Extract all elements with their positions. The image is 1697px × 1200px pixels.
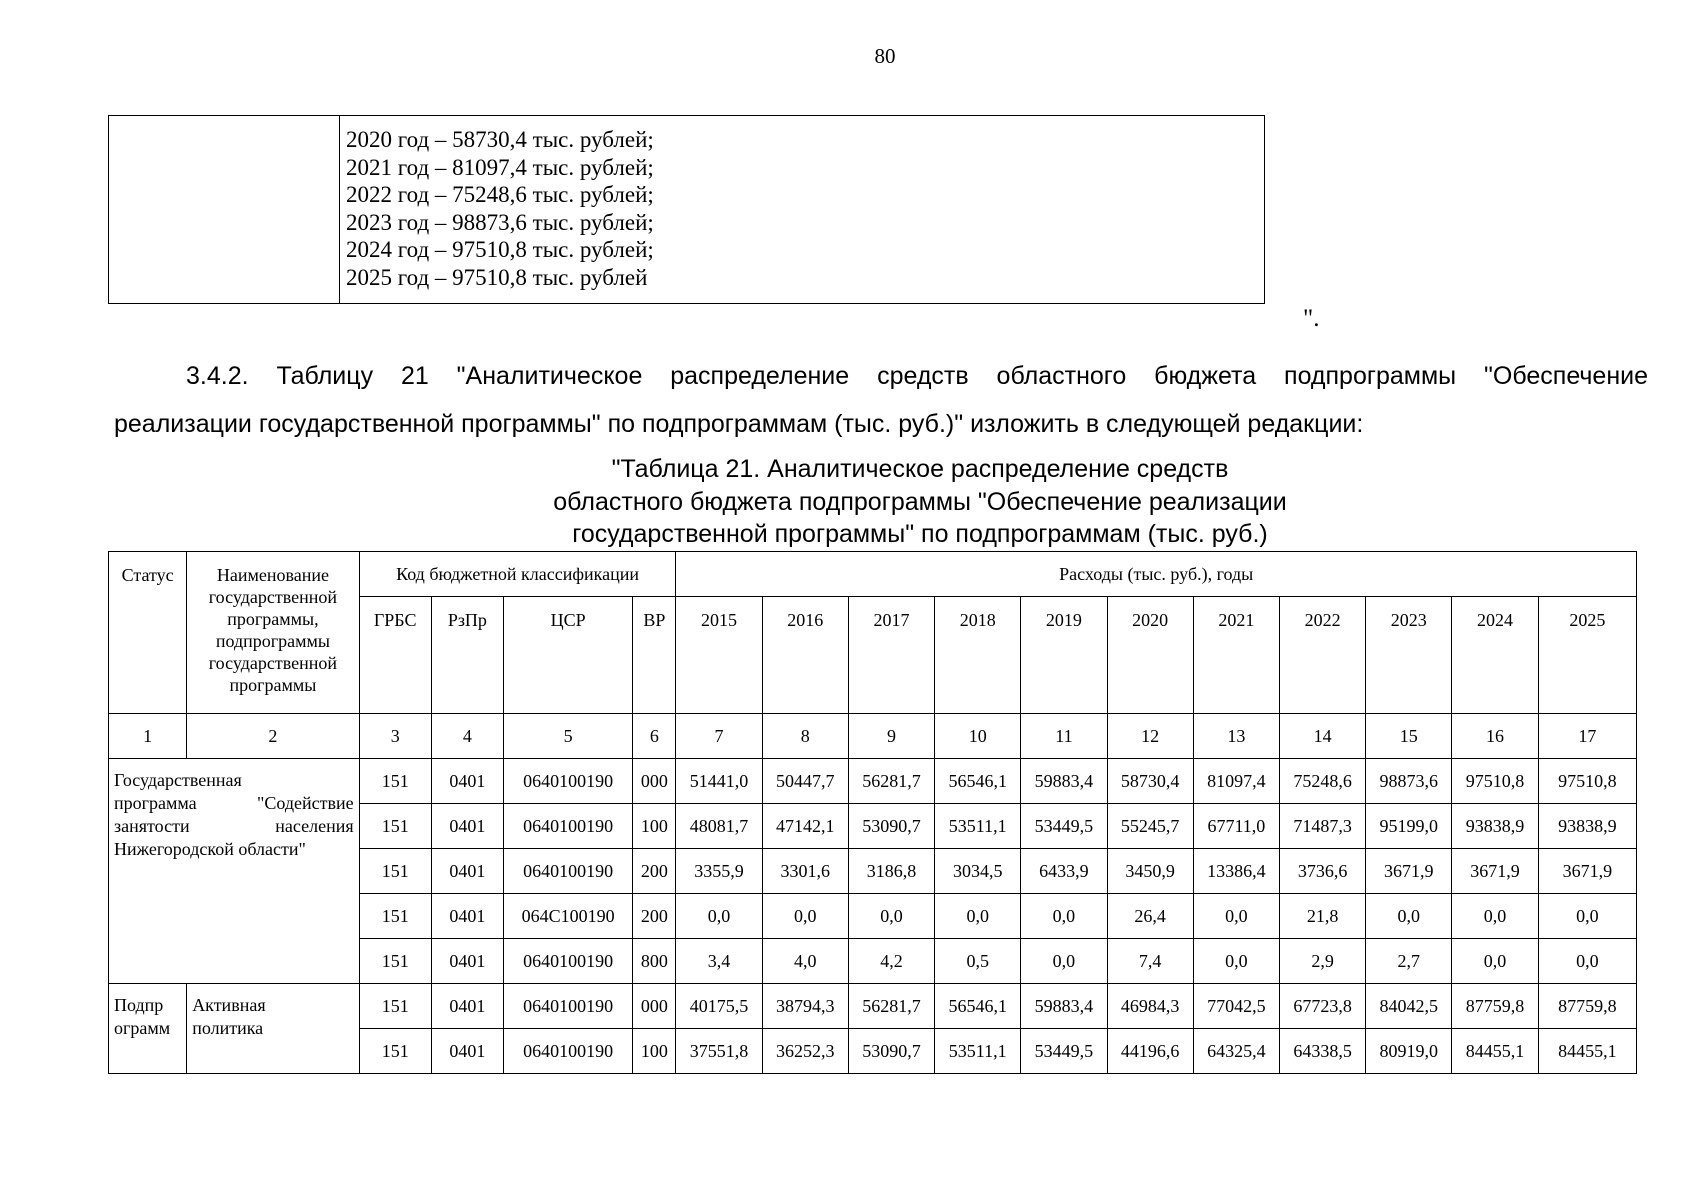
table-caption — [450, 453, 1390, 551]
cell: 0,0 — [935, 894, 1021, 939]
cell: 0,0 — [1452, 939, 1538, 984]
column-number: 17 — [1538, 714, 1636, 759]
cell: 58730,4 — [1107, 759, 1193, 804]
cell: 93838,9 — [1452, 804, 1538, 849]
column-number: 7 — [676, 714, 762, 759]
cell: 151 — [359, 804, 431, 849]
cell: 3671,9 — [1366, 849, 1452, 894]
label-line: Подпр — [114, 995, 164, 1015]
cell: 200 — [633, 894, 676, 939]
cell: 0401 — [431, 894, 503, 939]
header-year: 2021 — [1193, 597, 1279, 714]
cell: 50447,7 — [762, 759, 848, 804]
cell: 0,0 — [1452, 894, 1538, 939]
cell: 800 — [633, 939, 676, 984]
header-rzpr: РзПр — [431, 597, 503, 714]
cell: 67723,8 — [1279, 984, 1365, 1029]
cell: 53511,1 — [935, 804, 1021, 849]
cell: 0401 — [431, 849, 503, 894]
cell: 13386,4 — [1193, 849, 1279, 894]
header-vr: ВР — [633, 597, 676, 714]
funding-line: 2024 год – 97510,8 тыс. рублей; — [346, 237, 654, 262]
cell: 97510,8 — [1452, 759, 1538, 804]
column-number: 4 — [431, 714, 503, 759]
cell: 151 — [359, 894, 431, 939]
cell: 0,5 — [935, 939, 1021, 984]
cell: 67711,0 — [1193, 804, 1279, 849]
cell: 0640100190 — [503, 984, 632, 1029]
header-year: 2025 — [1538, 597, 1636, 714]
column-number: 9 — [848, 714, 934, 759]
header-year: 2015 — [676, 597, 762, 714]
header-code-group: Код бюджетной классификации — [359, 552, 676, 597]
paragraph-line: 3.4.2. Таблицу 21 "Аналитическое распределение средств областного бюджета подпрограммы "Обеспечение — [186, 362, 1648, 390]
cell: 0,0 — [1366, 894, 1452, 939]
cell: 2,9 — [1279, 939, 1365, 984]
label-line: Активная — [192, 995, 266, 1015]
cell: 55245,7 — [1107, 804, 1193, 849]
cell: 53449,5 — [1021, 1029, 1107, 1074]
cell: 75248,6 — [1279, 759, 1365, 804]
label-line: занятости населения — [114, 816, 354, 836]
cell: 53449,5 — [1021, 804, 1107, 849]
cell: 7,4 — [1107, 939, 1193, 984]
cell: 2,7 — [1366, 939, 1452, 984]
cell: 0,0 — [1193, 894, 1279, 939]
cell: 71487,3 — [1279, 804, 1365, 849]
cell: 81097,4 — [1193, 759, 1279, 804]
funding-summary-box — [108, 115, 1265, 304]
column-number: 16 — [1452, 714, 1538, 759]
column-number: 1 — [109, 714, 187, 759]
cell: 0401 — [431, 759, 503, 804]
cell: 21,8 — [1279, 894, 1365, 939]
column-number: 11 — [1021, 714, 1107, 759]
cell: 64338,5 — [1279, 1029, 1365, 1074]
funding-summary-lines — [340, 116, 654, 303]
cell: 51441,0 — [676, 759, 762, 804]
cell: 151 — [359, 759, 431, 804]
cell: 0640100190 — [503, 939, 632, 984]
header-year: 2023 — [1366, 597, 1452, 714]
cell: 40175,5 — [676, 984, 762, 1029]
column-number: 5 — [503, 714, 632, 759]
header-csr: ЦСР — [503, 597, 632, 714]
cell: 0,0 — [848, 894, 934, 939]
caption-line: областного бюджета подпрограммы "Обеспечение реализации — [553, 487, 1287, 516]
cell: 0,0 — [1538, 939, 1636, 984]
cell: 3186,8 — [848, 849, 934, 894]
budget-table — [108, 551, 1637, 1074]
funding-line: 2020 год – 58730,4 тыс. рублей; — [346, 127, 654, 152]
column-number: 8 — [762, 714, 848, 759]
cell: 151 — [359, 939, 431, 984]
cell: 151 — [359, 1029, 431, 1074]
subprogram-name — [187, 984, 359, 1074]
header-year: 2018 — [935, 597, 1021, 714]
cell: 0401 — [431, 1029, 503, 1074]
cell: 4,0 — [762, 939, 848, 984]
cell: 0,0 — [676, 894, 762, 939]
cell: 0640100190 — [503, 759, 632, 804]
column-number: 14 — [1279, 714, 1365, 759]
header-row-1 — [109, 552, 1637, 597]
cell: 3736,6 — [1279, 849, 1365, 894]
header-grbs: ГРБС — [359, 597, 431, 714]
header-year: 2019 — [1021, 597, 1107, 714]
label-line: ограмм — [114, 1018, 171, 1038]
cell: 84455,1 — [1452, 1029, 1538, 1074]
column-number: 6 — [633, 714, 676, 759]
cell: 46984,3 — [1107, 984, 1193, 1029]
cell: 3671,9 — [1452, 849, 1538, 894]
cell: 000 — [633, 759, 676, 804]
cell: 151 — [359, 984, 431, 1029]
column-number: 15 — [1366, 714, 1452, 759]
cell: 84455,1 — [1538, 1029, 1636, 1074]
cell: 53090,7 — [848, 804, 934, 849]
cell: 3671,9 — [1538, 849, 1636, 894]
table-row — [109, 984, 1637, 1029]
cell: 6433,9 — [1021, 849, 1107, 894]
cell: 53511,1 — [935, 1029, 1021, 1074]
column-number-row — [109, 714, 1637, 759]
header-expense-group: Расходы (тыс. руб.), годы — [676, 552, 1637, 597]
cell: 47142,1 — [762, 804, 848, 849]
cell: 151 — [359, 849, 431, 894]
cell: 98873,6 — [1366, 759, 1452, 804]
cell: 56546,1 — [935, 759, 1021, 804]
cell: 97510,8 — [1538, 759, 1636, 804]
cell: 37551,8 — [676, 1029, 762, 1074]
cell: 100 — [633, 1029, 676, 1074]
label-line: политика — [192, 1018, 264, 1038]
cell: 0401 — [431, 939, 503, 984]
cell: 0,0 — [762, 894, 848, 939]
cell: 0401 — [431, 984, 503, 1029]
cell: 0640100190 — [503, 1029, 632, 1074]
header-year: 2024 — [1452, 597, 1538, 714]
caption-line: государственной программы" по подпрограммам (тыс. руб.) — [572, 520, 1268, 548]
amendment-paragraph — [114, 352, 1648, 448]
cell: 64325,4 — [1193, 1029, 1279, 1074]
column-number: 12 — [1107, 714, 1193, 759]
cell: 26,4 — [1107, 894, 1193, 939]
cell: 0401 — [431, 804, 503, 849]
funding-summary-empty-cell — [109, 116, 340, 303]
cell: 44196,6 — [1107, 1029, 1193, 1074]
cell: 3355,9 — [676, 849, 762, 894]
funding-line: 2023 год – 98873,6 тыс. рублей; — [346, 209, 654, 235]
cell: 53090,7 — [848, 1029, 934, 1074]
cell: 56281,7 — [848, 759, 934, 804]
cell: 0640100190 — [503, 849, 632, 894]
header-name: Наименование государственной программы, подпрограммы государственной программы — [187, 552, 359, 714]
cell: 59883,4 — [1021, 759, 1107, 804]
cell: 84042,5 — [1366, 984, 1452, 1029]
column-number: 13 — [1193, 714, 1279, 759]
cell: 100 — [633, 804, 676, 849]
subprogram-status — [109, 984, 187, 1074]
cell: 0,0 — [1538, 894, 1636, 939]
cell: 000 — [633, 984, 676, 1029]
cell: 93838,9 — [1538, 804, 1636, 849]
cell: 80919,0 — [1366, 1029, 1452, 1074]
cell: 3034,5 — [935, 849, 1021, 894]
cell: 87759,8 — [1538, 984, 1636, 1029]
cell: 0,0 — [1021, 939, 1107, 984]
closing-quote: ". — [1303, 305, 1320, 332]
page-number: 80 — [874, 44, 896, 68]
label-line: программа "Содействие — [114, 793, 354, 813]
cell: 3,4 — [676, 939, 762, 984]
header-year: 2022 — [1279, 597, 1365, 714]
funding-line: 2021 год – 81097,4 тыс. рублей; — [346, 154, 654, 180]
cell: 38794,3 — [762, 984, 848, 1029]
cell: 59883,4 — [1021, 984, 1107, 1029]
cell: 0,0 — [1021, 894, 1107, 939]
cell: 3301,6 — [762, 849, 848, 894]
cell: 87759,8 — [1452, 984, 1538, 1029]
header-status: Статус — [109, 552, 187, 714]
cell: 56281,7 — [848, 984, 934, 1029]
cell: 95199,0 — [1366, 804, 1452, 849]
cell: 36252,3 — [762, 1029, 848, 1074]
cell: 3450,9 — [1107, 849, 1193, 894]
label-line: Государственная — [114, 770, 242, 790]
header-year: 2016 — [762, 597, 848, 714]
cell: 0640100190 — [503, 804, 632, 849]
column-number: 10 — [935, 714, 1021, 759]
column-number: 2 — [187, 714, 359, 759]
cell: 0,0 — [1193, 939, 1279, 984]
funding-line: 2022 год – 75248,6 тыс. рублей; — [346, 182, 654, 207]
cell: 4,2 — [848, 939, 934, 984]
label-line: Нижегородской области" — [114, 839, 306, 859]
cell: 48081,7 — [676, 804, 762, 849]
header-year: 2017 — [848, 597, 934, 714]
header-year: 2020 — [1107, 597, 1193, 714]
funding-line: 2025 год – 97510,8 тыс. рублей — [346, 264, 648, 290]
cell: 77042,5 — [1193, 984, 1279, 1029]
cell: 200 — [633, 849, 676, 894]
state-program-label — [109, 759, 360, 984]
paragraph-line: реализации государственной программы" по подпрограммам (тыс. руб.)" изложить в следующей редакции: — [114, 410, 1364, 438]
cell: 064С100190 — [503, 894, 632, 939]
caption-line: "Таблица 21. Аналитическое распределение средств — [611, 455, 1229, 483]
cell: 56546,1 — [935, 984, 1021, 1029]
table-row — [109, 759, 1637, 804]
column-number: 3 — [359, 714, 431, 759]
